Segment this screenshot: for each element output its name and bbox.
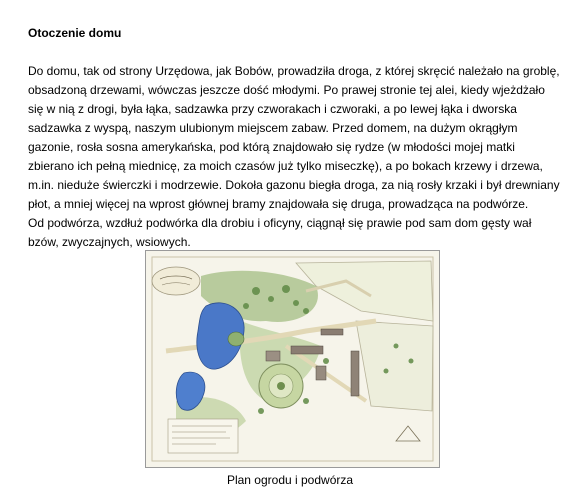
garden-plan-image: [145, 250, 440, 468]
paragraph-line: płot, a mniej więcej na wprost głównej bramy znajdowała się druga, prowadząca na podwórze.: [28, 197, 529, 211]
body-paragraph: [28, 62, 573, 252]
paragraph-line: Do domu, tak od strony Urzędowa, jak Bobów, prowadziła droga, z której skręcić należało na groblę,: [28, 64, 560, 78]
paragraph-line: gazonie, rosła sosna amerykańska, pod którą znajdowało się rydze (w młodości mojej matki: [28, 140, 515, 154]
paragraph-line: m.in. nieduże świerczki i modrzewie. Dokoła gazonu biegła droga, za nią rosły krzaki i był drewniany: [28, 178, 560, 192]
map-cartouche: [152, 267, 200, 295]
map-legend: [168, 419, 238, 453]
paragraph-line: się w nią z drogi, była łąka, sadzawka przy czworakach i czworaki, a po lewej łąka i dworska: [28, 102, 517, 116]
garden-plan-drawing: [146, 251, 439, 467]
section-title: Otoczenie domu: [28, 26, 122, 40]
manor-house: [291, 346, 323, 354]
paragraph-line: obsadzoną drzewami, wówczas jeszcze dość młodymi. Po prawej stronie tej alei, kiedy wjeżdżało: [28, 83, 545, 97]
paragraph-line: Od podwórza, wzdłuż podwórka dla drobiu i oficyny, ciągnął się prawie pod sam dom gęsty wał: [28, 216, 532, 230]
paragraph-line: sadzawka z wyspą, naszym ulubionym miejscem zabaw. Przed domem, na dużym okrągłym: [28, 121, 518, 135]
pond-island: [228, 332, 244, 346]
paragraph-line: zbierano ich pełną miednicę, za moich czasów już tylko miseczkę), a po bokach krzewy i drzewa,: [28, 159, 543, 173]
figure-caption: Plan ogrodu i podwórza: [226, 473, 354, 487]
paragraph-line: bzów, zwyczajnych, wsiowych.: [28, 235, 191, 249]
